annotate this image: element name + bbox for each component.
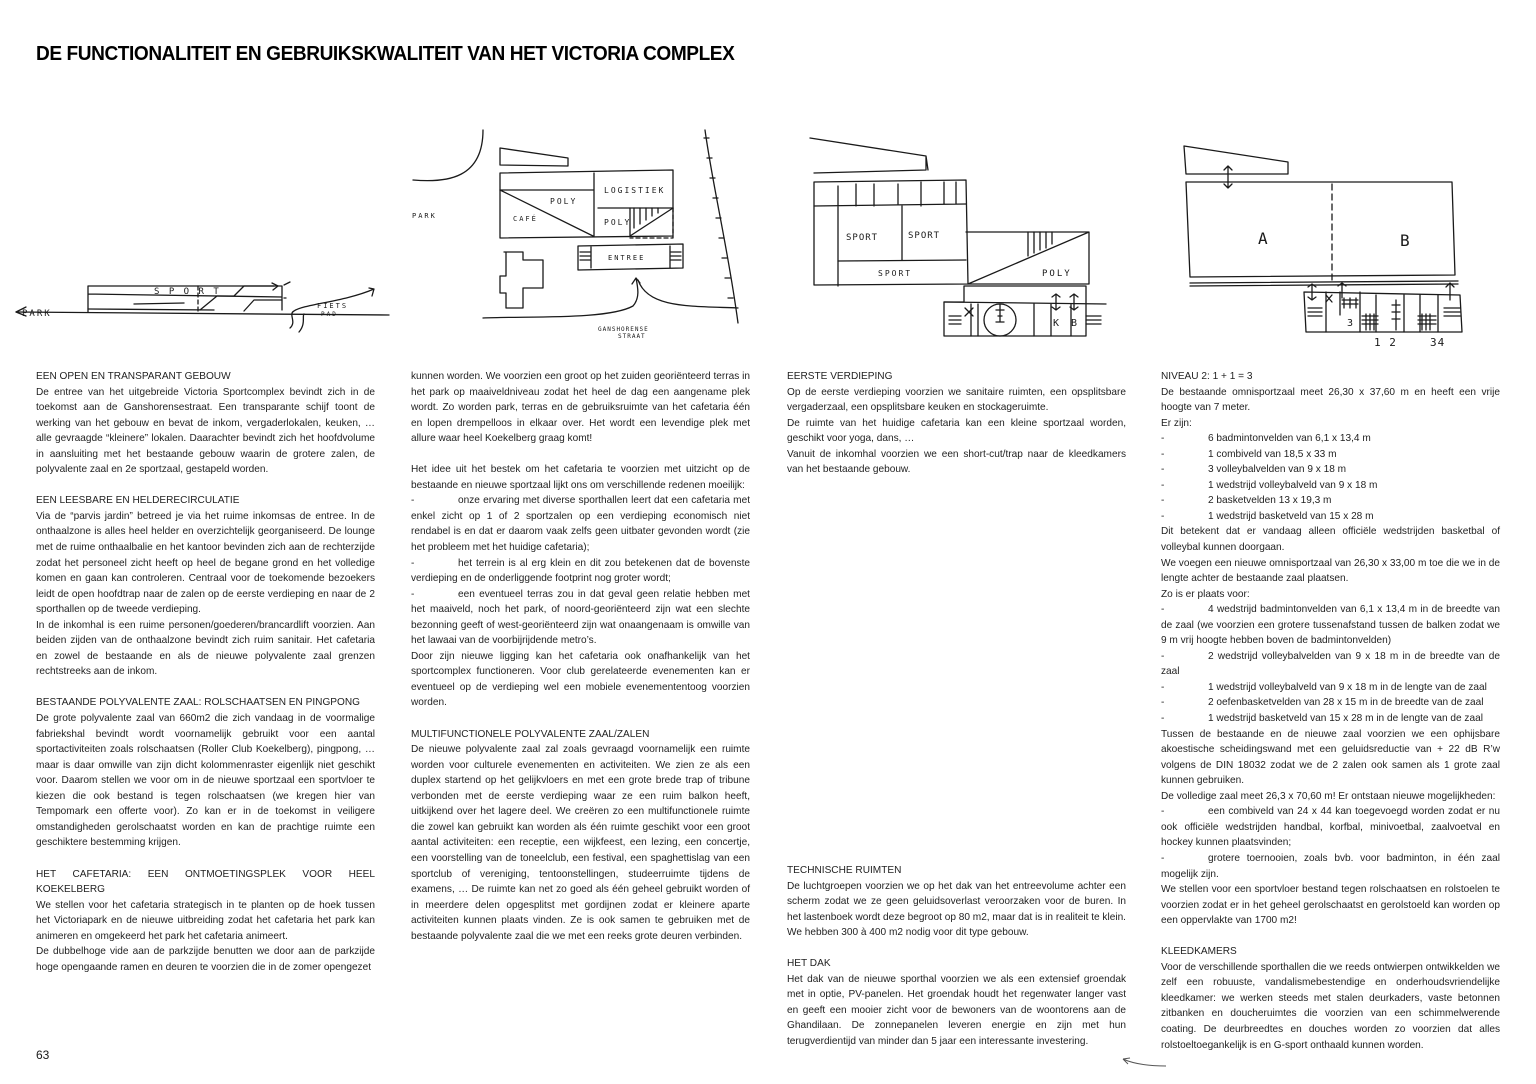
list-item-text: 2 oefenbasketvelden van 28 x 15 m in de breedte van de zaal <box>1208 697 1484 709</box>
section-heading: EEN OPEN EN TRANSPARANT GEBOUW <box>36 371 231 382</box>
floor1-label-sport-3: SPORT <box>878 269 913 278</box>
page-number: 63 <box>36 1048 50 1062</box>
paragraph: Tussen de bestaande en de nieuwe zaal voorzien we een ophijsbare akoestische scheidingswand met een geluidsreductie van + 22 dB R’w volgens de DIN 18032 zodat we de 2 zalen ook samen als 1 grote zaal kunnen gebruiken. <box>1161 728 1500 787</box>
list-dash: - <box>1161 697 1165 709</box>
list-item <box>1161 431 1500 447</box>
section-label-fiets: FIETS <box>317 302 349 310</box>
list-dash: - <box>1161 495 1165 507</box>
first-floor-sketch <box>806 136 1116 336</box>
text-column-3 <box>787 369 1126 478</box>
list-dash: - <box>1161 464 1165 476</box>
first-floor-drawing <box>806 136 1116 336</box>
arrow-icon <box>1120 1056 1170 1070</box>
paragraph: Via de “parvis jardin” betreed je via het ruime inkomsas de entree. In de onthaalzone is alles heel helder en overzichtelijk georganiseerd. De lounge met de ruime onthaalbalie en het kantoor bevinden zich aan de rechterzijde zodat het personeel zicht heeft op heel de begane grond en het volledige komen en gaan kan controleren. Centraal voor de toekomende bezoekers leidt de open hoofdtrap naar de zalen op de eerste verdieping en naar de 2 sporthallen op de tweede verdieping. <box>36 510 375 616</box>
paragraph: De ruimte van het huidige cafetaria kan een kleine sportzaal worden, geschikt voor yoga, dans, … <box>787 417 1126 445</box>
list-item-text: onze ervaring met diverse sporthallen leert dat een cafetaria met enkel zicht op 1 of 2 sportzalen op een verdieping economisch niet rendabel is en dat er daarom vaak zelfs geen uitbater gevonden wordt (zie het probleem met het huidige cafetaria); <box>411 495 750 554</box>
list-item <box>1161 695 1500 711</box>
list-item-text: 2 wedstrijd volleybalvelden van 9 x 18 m in de breedte van de zaal <box>1161 650 1500 678</box>
section-sketch <box>14 282 394 362</box>
list-item <box>411 587 750 649</box>
paragraph: We stellen voor een sportvloer bestand tegen rolschaatsen en rolstoelen te voorzien zodat er in het geheel gerolschaatst en gerolstoeld kan worden op een oppervlakte van 1700 m2! <box>1161 884 1500 927</box>
page-title: DE FUNCTIONALITEIT EN GEBRUIKSKWALITEIT VAN HET VICTORIA COMPLEX <box>36 42 735 65</box>
list-item <box>1161 447 1500 463</box>
second-floor-drawing <box>1180 140 1500 350</box>
paragraph: In de inkomhal is een ruime personen/goederen/brancardlift voorzien. Aan beiden zijden van de onthaalzone bevindt zich ruim sanitair. Het cafetaria en zowel de bestaande en als de nieuwe polyvalente zaal grenzen rechtstreeks aan de inkom. <box>36 619 375 678</box>
text-column-3-bottom <box>787 863 1126 1050</box>
paragraph: Voor de verschillende sporthallen die we reeds ontwierpen ontwikkelden we zelf een robuuste, vandalismebestendige en onderhoudsvriendelijke kleedkamer: we werken steeds met stalen deurkaders, vaste betonnen zitbanken en doucheruimtes die voorzien van een schimmelwerende coating. De deurbreedtes en douches worden zo voorzien dat alles rolstoeltoegankelijk is en G-sport onthaald kunnen worden. <box>1161 961 1500 1051</box>
list-dash: - <box>411 557 415 569</box>
site-label-street-2: STRAAT <box>618 333 646 340</box>
list-item <box>411 556 750 587</box>
list-item-text: een combiveld van 24 x 44 kan toegevoegd worden zodat er nu ook officiële wedstrijden handbal, korfbal, minivoetbal, zaalvoetval en hockey kunnen plaatsvinden; <box>1161 806 1500 849</box>
list-dash: - <box>411 495 415 507</box>
paragraph: kunnen worden. We voorzien een groot op het zuiden georiënteerd terras in het park op maaiveldniveau zodat het heel de dag een aangename plek wordt. Zo worden park, terras en de gebruiksruimte van het cafetaria één en lopen drempelloos in elkaar over. Het wordt een levendige plek met allure waar heel Koekelberg graag komt! <box>411 371 750 445</box>
section-heading: HET DAK <box>787 958 831 970</box>
floor1-label-sport-2: SPORT <box>908 231 941 241</box>
site-plan-drawing <box>408 128 748 338</box>
list-item <box>1161 851 1500 882</box>
list-dash: - <box>1161 681 1165 693</box>
paragraph: We stellen voor het cafetaria strategisch in te planten op de hoek tussen het Victoriapark en de nieuwe uitbreiding zodat het cafetaria het park kan animeren en omgekeerd het park het cafetaria animeert. <box>36 899 375 942</box>
section-label-park: PARK <box>22 309 52 319</box>
list-item-text: 3 volleybalvelden van 9 x 18 m <box>1208 464 1347 476</box>
site-label-park: PARK <box>412 212 437 220</box>
second-floor-sketch <box>1180 140 1500 350</box>
list-item <box>1161 649 1500 680</box>
paragraph: Op de eerste verdieping voorzien we sanitaire ruimten, een opsplitsbare vergaderzaal, een opsplitsbare keuken en stockageruimte. <box>787 386 1126 414</box>
list-dash: - <box>1161 650 1165 662</box>
list-dash: - <box>1161 448 1165 460</box>
paragraph-spacer <box>36 680 375 696</box>
list-dash: - <box>1161 604 1165 616</box>
site-label-entree: ENTREE <box>608 254 646 262</box>
paragraph-spacer <box>411 447 750 463</box>
list-item-text: grotere toernooien, zoals bvb. voor badminton, in één zaal mogelijk zijn. <box>1161 852 1500 880</box>
list-dash: - <box>1161 510 1165 522</box>
list-item-text: 1 combiveld van 18,5 x 33 m <box>1208 448 1337 460</box>
text-column-4 <box>1161 369 1500 1053</box>
list-item-text: 1 wedstrijd basketveld van 15 x 28 m <box>1208 510 1374 522</box>
paragraph: De luchtgroepen voorzien we op het dak van het entreevolume achter een scherm zodat we ze geen geluidsoverlast veroorzaken voor de buren. In het lastenboek wordt deze begroot op 80 m2, maar dat is in realiteit te klein. We hebben 300 à 400 m2 nodig voor dit type gebouw. <box>787 880 1126 939</box>
section-heading: HET CAFETARIA: EEN ONTMOETINGSPLEK VOOR HEEL KOEKELBERG <box>36 868 375 896</box>
paragraph-spacer <box>787 941 1126 957</box>
paragraph-spacer <box>411 711 750 727</box>
list-dash: - <box>1161 433 1165 445</box>
list-dash: - <box>411 588 415 600</box>
paragraph-spacer <box>36 478 375 494</box>
site-plan-sketch <box>408 128 748 338</box>
list-item <box>1161 462 1500 478</box>
paragraph: De bestaande omnisportzaal meet 26,30 x 37,60 m en heeft een vrije hoogte van 7 meter. <box>1161 386 1500 414</box>
paragraph: De volledige zaal meet 26,3 x 70,60 m! Er ontstaan nieuwe mogelijkheden: <box>1161 790 1496 802</box>
paragraph-spacer <box>1161 929 1500 945</box>
floor2-label-a: A <box>1258 229 1268 248</box>
section-heading: BESTAANDE POLYVALENTE ZAAL: ROLSCHAATSEN EN PINGPONG <box>36 697 361 709</box>
floor1-label-k: K <box>1053 318 1062 329</box>
floor2-label-3: 3 <box>1347 318 1356 329</box>
list-item <box>1161 478 1500 494</box>
paragraph: De entree van het uitgebreide Victoria Sportcomplex bevindt zich in de toekomst aan de Ganshorensestraat. Een transparante schijf toont de werking van het gebouw en bevat de inkom, vergaderlokalen, keuken, … alle gevraagde “kleinere” lokalen. Daarachter bevindt zich het hoofdvolume in aansluiting met het bestaande gebouw waarin de grotere zalen, de polyvalente zaal en 2e sportzaal, gestapeld worden. <box>36 386 375 476</box>
list-dash: - <box>1161 713 1165 725</box>
paragraph: Zo is er plaats voor: <box>1161 588 1250 600</box>
section-heading: NIVEAU 2: 1 + 1 = 3 <box>1161 371 1253 382</box>
paragraph: De nieuwe polyvalente zaal zal zoals gevraagd voornamelijk een ruimte worden voor culturele evenementen en activiteiten. We zien ze als een duplex startend op het gelijkvloers en met een grote brede trap of tribune verbonden met de eerste verdieping waar ze een ruim balkon heeft, uitkijkend over het lagere deel. We creëren zo een multifunctionele ruimte die zowel kan gebruikt kan worden als één ruimte geschikt voor een groot aantal activiteiten: een receptie, een wijkfeest, een lezing, een concertje, een voorstelling van de toneelclub, een festival, een spaghettislag van een sportclub of vereniging, tentoonstellingen, studeerruimte tijdens de examens, … De ruimte kan net zo goed als één geheel gebruikt worden of in meerdere delen opgesplitst met gordijnen zodat er kleinere aparte activiteiten kunnen plaats vinden. Ze is ook samen te gebruiken met de bestaande polyvalente zaal die we met een reeks grote deuren verbinden. <box>411 744 750 942</box>
section-heading: EERSTE VERDIEPING <box>787 371 893 382</box>
text-column-2 <box>411 369 750 944</box>
section-heading: EEN LEESBARE EN HELDERECIRCULATIE <box>36 495 240 507</box>
paragraph-spacer <box>36 851 375 867</box>
section-heading: MULTIFUNCTIONELE POLYVALENTE ZAAL/ZALEN <box>411 728 650 740</box>
floor2-label-3-4: 34 <box>1430 336 1446 349</box>
list-item <box>1161 680 1500 696</box>
section-label-sport: S P O R T <box>154 287 221 297</box>
site-label-poly-2: POLY <box>604 218 632 227</box>
paragraph: Het idee uit het bestek om het cafetaria te voorzien met uitzicht op de bestaande en nieuwe sportzaal lijkt ons om verschillende redenen moeilijk: <box>411 464 750 491</box>
list-dash: - <box>1161 479 1165 491</box>
site-label-street-1: GANSHORENSE <box>598 326 649 333</box>
paragraph: We voegen een nieuwe omnisportzaal van 26,30 x 33,00 m toe die we in de lengte achter de bestaande zaal plaatsen. <box>1161 557 1500 585</box>
section-heading: TECHNISCHE RUIMTEN <box>787 865 902 876</box>
site-label-cafe: CAFÉ <box>513 215 538 223</box>
list-item-text: een eventueel terras zou in dat geval geen relatie hebben met het maaiveld, noch het park, of noord-georiënteerd zijn wat een slechte bezonning geeft of west-georiënteerd zijn wat onaangenaam is omwille van het lawaai van de voorbijrijdende metro’s. <box>411 588 750 647</box>
paragraph: De dubbelhoge vide aan de parkzijde benutten we door aan de parkzijde hoge opengaande ramen en deuren te voorzien die in de zomer opengezet <box>36 946 375 973</box>
list-item-text: 1 wedstrijd volleybalveld van 9 x 18 m in de lengte van de zaal <box>1208 681 1487 693</box>
list-item <box>1161 804 1500 851</box>
floor2-label-b: B <box>1400 231 1410 250</box>
list-item-text: 4 wedstrijd badmintonvelden van 6,1 x 13,4 m in de breedte van de zaal (we voorzien een grotere tussenafstand tussen de balken zodat we 9 m vrij hoogte hebben boven de badmintonvelden) <box>1161 604 1500 647</box>
paragraph: Het dak van de nieuwe sporthal voorzien we als een extensief groendak met in optie, PV-panelen. Het groendak houdt het regenwater langer vast en geeft een mooier zicht voor de bewoners van de woontorens aan de Ghandilaan. De zonnepanelen leveren energie en zijn met hun terugverdientijd van minder dan 5 jaar een interessante investering. <box>787 973 1126 1048</box>
paragraph: Door zijn nieuwe ligging kan het cafetaria ook onafhankelijk van het sportcomplex functioneren. Voor club gerelateerde evenementen kan er eventueel op de verdieping wel een mobiele evenemententoog voorzien worden. <box>411 650 750 709</box>
list-dash: - <box>1161 806 1165 818</box>
paragraph: De grote polyvalente zaal van 660m2 die zich vandaag in de voormalige fabriekshal bevindt wordt voornamelijk gebruikt voor een aantal sportactiviteiten zoals rolschaatsen (Roller Club Koekelberg), pingpong, … maar is daar omwille van zijn dicht kolommenraster eigenlijk niet geschikt voor. Daarom stellen we voor om in de nieuwe sportzaal een sportvloer te kiezen die ook bestand is tegen rolschaatsen (we kregen hier van Tempomark een offerte voor). Zo kan er in de toekomst in veiligere omstandigheden gerolschaatst worden en kan de prachtige ruimte een geschiktere bestemming krijgen. <box>36 713 375 849</box>
paragraph: Vanuit de inkomhal voorzien we een short-cut/trap naar de kleedkamers van het bestaande gebouw. <box>787 448 1126 476</box>
paragraph: Dit betekent dat er vandaag alleen officiële wedstrijden basketbal of volleybal kunnen doorgaan. <box>1161 526 1500 554</box>
section-drawing <box>14 282 394 362</box>
site-label-logistiek: LOGISTIEK <box>604 186 666 195</box>
list-item-text: 2 basketvelden 13 x 19,3 m <box>1208 495 1332 507</box>
list-item <box>1161 602 1500 649</box>
section-heading: KLEEDKAMERS <box>1161 946 1237 958</box>
list-dash: - <box>1161 852 1165 864</box>
list-item <box>411 493 750 555</box>
site-label-poly-1: POLY <box>550 197 578 206</box>
text-column-1 <box>36 369 375 975</box>
list-item-text: het terrein is al erg klein en dit zou betekenen dat de bovenste verdieping en de onderliggende footprint nog groter wordt; <box>411 557 750 585</box>
list-item-text: 1 wedstrijd volleybalveld van 9 x 18 m <box>1208 479 1378 491</box>
floor1-label-poly: POLY <box>1042 269 1072 279</box>
list-item-text: 6 badmintonvelden van 6,1 x 13,4 m <box>1208 433 1371 445</box>
floor1-label-sport-1: SPORT <box>846 233 879 243</box>
floor2-label-1-2: 1 2 <box>1374 336 1397 349</box>
paragraph: Er zijn: <box>1161 417 1192 429</box>
list-item <box>1161 509 1500 525</box>
floor1-label-b: B <box>1071 318 1080 329</box>
list-item <box>1161 493 1500 509</box>
list-item-text: 1 wedstrijd basketveld van 15 x 28 m in de lengte van de zaal <box>1208 713 1483 725</box>
list-item <box>1161 711 1500 727</box>
section-label-pad: PAD <box>321 311 338 318</box>
